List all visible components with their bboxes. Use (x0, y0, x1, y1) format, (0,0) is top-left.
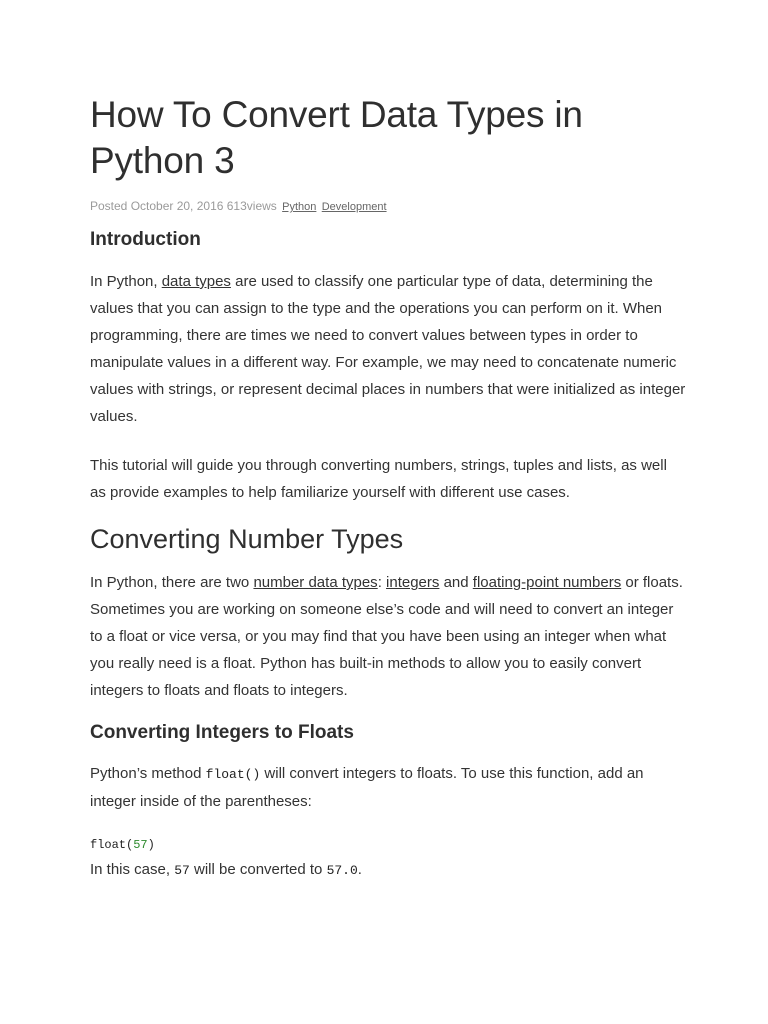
number-types-text-2: : (377, 574, 387, 591)
tutorial-paragraph: This tutorial will guide you through converting numbers, strings, tuples and lists, as well as provide examples to help familiarize yourself with different use cases. (90, 457, 667, 501)
tag-development[interactable]: Development (321, 201, 387, 213)
converting-number-types-heading: Converting Number Types (90, 524, 404, 554)
introduction-heading: Introduction (90, 229, 201, 250)
post-meta (90, 198, 387, 215)
result-text-3: . (357, 861, 362, 878)
number-types-text-1: In Python, there are two (90, 574, 254, 591)
code-number: 57 (133, 838, 148, 852)
floating-point-numbers-link[interactable]: floating-point numbers (472, 574, 622, 591)
code-example (90, 836, 155, 854)
intro-text-rest: are used to classify one particular type of data, determining the values that you can assign to the type and the operations you can perform on it. When programming, there are times we need to convert values between types in order to manipulate values in a different way. For example, we may need to concatenate numeric values with strings, or represent decimal places in numbers that were initialized as integer values. (90, 273, 686, 425)
code-close-paren: ) (147, 838, 155, 852)
float-method-text-rest: will convert integers to floats. To use this function, add an integer inside of the parentheses: (90, 765, 644, 810)
post-date-views: Posted October 20, 2016 613views (90, 199, 277, 213)
intro-text-start: In Python, (90, 273, 162, 290)
tag-python[interactable]: Python (282, 201, 317, 213)
number-types-paragraph (90, 569, 686, 704)
integers-to-floats-heading: Converting Integers to Floats (90, 722, 354, 743)
number-types-text-3: and (439, 574, 473, 591)
number-data-types-link[interactable]: number data types (253, 574, 378, 591)
data-types-link[interactable]: data types (161, 273, 231, 290)
result-code-57: 57 (174, 863, 190, 878)
integers-link[interactable]: integers (386, 574, 440, 591)
code-function: float( (90, 838, 134, 852)
conversion-result-paragraph (90, 856, 686, 884)
float-method-text-start: Python’s method (90, 765, 206, 782)
result-code-57-0: 57.0 (326, 863, 358, 878)
number-types-text-4: or floats. Sometimes you are working on someone else’s code and will need to convert an integer to a float or vice versa, or you may find that you have been using an integer when what you really need is a float. Python has built-in methods to allow you to easily convert integers to floats and floats to integers. (90, 574, 683, 699)
page-title: How To Convert Data Types in Python 3 (90, 94, 583, 181)
float-inline-code: float() (205, 767, 261, 782)
result-text-2: will be converted to (189, 861, 327, 878)
float-method-paragraph (90, 760, 686, 815)
result-text-1: In this case, (90, 861, 175, 878)
intro-paragraph (90, 268, 686, 430)
